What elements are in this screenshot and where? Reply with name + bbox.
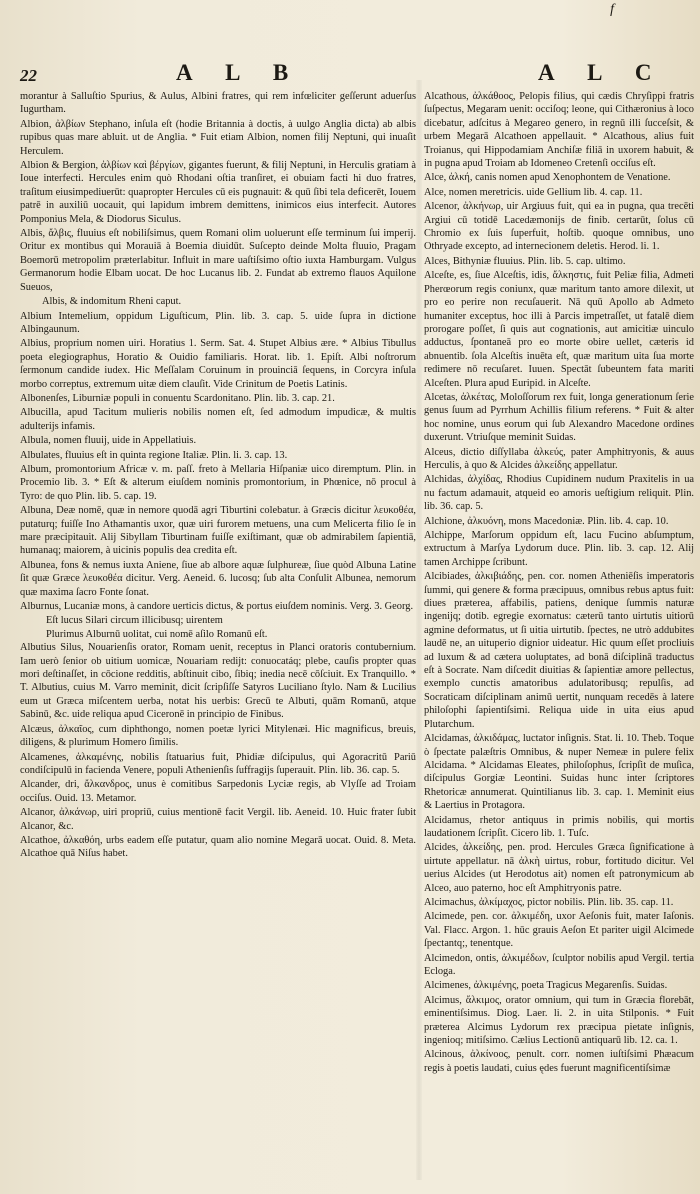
dictionary-entry: Alce, ἀλκή, canis nomen apud Xenophontem de Venatione. [424,172,671,184]
running-head-right: A L C [538,60,666,85]
dictionary-entry: Albutius Silus, Nouarienſis orator, Romam uenit, receptus in Planci oratoris contubernium. Iam uerò ſenior ob uitium uomicæ, Nouariam redijt: conuocatáq; plebe, cauſis propter quas mori deſtinaſſet, in cōcione redditis, abſtinuit cibo, ſibiq; inedia necē cōſciuit. Ex Tranquillo. * T. Albutius, cuius M. Varro meminit, dicit ſcripſiſſe Satyros Luciliano ſtylo. Nam & Lucilius eum ut Græca miſcentem uerba, notat his uerbis: Grecū te Albuti, quām Romanū, atque Sabinū, &c. uide reliqua apud Ciceronē in principio de Finibus. [20,642,416,721]
right-column [424,90,694,1076]
dictionary-entry: Alce, nomen meretricis. uide Gellium lib. 4. cap. 11. [424,186,643,198]
dictionary-entry: Alceſte, es, ſiue Alceſtis, idis, ἄλκηστις, fuit Peliæ filia, Admeti Pherœorum regis coniunx, quæ maritum tanto amore dilexit, ut pro eo perire non recuſauerit. Nā quū Apollo ab Admeto humaniter exceptus, hoc illi à Parcis impetraſſet, ut fatalē diem prorogare poſſet, ſi quis aut cognationis, aut amicitiæ uinculo adductus, ſpontaneā pro eo morte obire uellet, cæteris id abnuentib. ſola Alceſtis inuēta eſt, quæ maritum uita ſua morte redimere nō recuſaret. Iuuen. Spectāt ſubeuntem fata mariti Alceſten. Plura apud Euripid. in Alceſte. [424,270,694,389]
dictionary-entry: Alchippe, Marſorum oppidum eſt, lacu Fucino abſumptum, extructum à Marſya Lydorum duce. Plin. lib. 3. cap. 12. Alij tamen Archippe ſcribunt. [424,530,694,568]
dictionary-entry: Alcidamus, rhetor antiquus in primis nobilis, qui mortis laudationem ſcripſit. Cicero lib. 1. Tuſc. [424,814,694,839]
left-column [20,90,416,862]
dictionary-entry: Alcamenes, ἀλκαμένης, nobilis ſtatuarius fuit, Phidiæ diſcipulus, qui Agoracritū Pariū condiſcipulū in facienda Venere, populi Athenienſis ſuffragijs ſuperauit. Plin. lib. 36. cap. 5. [20,751,416,776]
dictionary-entry: Albis, & indomitum Rheni caput. [42,296,182,308]
dictionary-entry: Alcimachus, ἀλκίμαχος, pictor nobilis. Plin. lib. 35. cap. 11. [424,896,674,908]
running-head-left: A L B [176,60,303,85]
dictionary-entry: Albula, nomen fluuij, uide in Appellatiuis. [20,435,197,447]
dictionary-entry: Alcetas, ἀλκέτας, Moloſſorum rex fuit, longa generationum ſerie genus ſuum ad Pyrrhum Achillis filium referens. * Fuit & alter hoc nomine, unus eorum qui ſub Alexandro Macedone ordines duxerunt. Vtriuſque meminit Suidas. [424,391,694,444]
dictionary-entry: Alcenor, ἀλκήνωρ, uir Argiuus fuit, qui ea in pugna, qua trecēti Argiui cū totidē Lacedæmonijs de finib. certarūt, ſolus cū Chromio ex ſuis ſuperfuit, hoſtib. quoque omnibus, uno Othryade excepto, ad internecionem deletis. Herod. li. 1. [424,201,694,253]
dictionary-entry: Albuna, Deæ nomē, quæ in nemore quodā agri Tiburtini colebatur. à Græcis dicitur λευκοθέα, putaturq; fuiſſe Ino Athamantis uxor, quæ uiri furorem metuens, una cum Melicerta filio ſe in mare præcipitauit. Alij Sibyllam Tiburtinam fuiſſe exiſtimant, quæ ob admirabilem ſapientiā, humanaq; maiorem, à uicinis populis dea credita eſt. [20,505,416,557]
dictionary-entry: Plurimus Alburnū uolitat, cui nomē aſilo Romanū eſt. [46,628,268,640]
dictionary-entry: Alceus, dictio diſſyllaba ἀλκεύς, pater Amphitryonis, & auus Herculis, à quo & Alcides ἀλκείδης appellatur. [424,446,694,471]
page-number: 22 [20,66,37,85]
dictionary-entry: Albius, proprium nomen uiri. Horatius 1. Serm. Sat. 4. Stupet Albius ære. * Albius Tibullus poeta elegiographus, Horatio & Ouidio familiaris. Horat. lib. 1. Epiſt. Albi noſtrorum ſermonum candide iudex. Hic Meſſalam Coruinum in prouinciā ſequens, in Corcyra inſula morbo correptus, extremum uitæ diem clauſit. Vide Crinitum de Poetis Latinis. [20,338,416,390]
dictionary-entry: Alcander, dri, ἄλκανδρος, unus è comitibus Sarpedonis Lyciæ regis, ab Vlyſſe ad Troiam occiſus. Ouid. 13. Metamor. [20,779,416,804]
dictionary-entry: Alcimede, pen. cor. ἀλκιμέδη, uxor Aeſonis fuit, mater Iaſonis. Val. Flacc. Argon. 1. hūc grauis Aeſon Et pariter uigil Alcimede ſpectantq;, tenentque. [424,911,694,950]
dictionary-entry: Albium Intemelium, oppidum Liguſticum, Plin. lib. 3. cap. 5. uide ſupra in dictione Albingaunum. [20,310,416,335]
dictionary-entry: Albonenſes, Liburniæ populi in conuentu Scardonitano. Plin. lib. 3. cap. 21. [20,392,335,404]
dictionary-entry: morantur à Salluſtio Spurius, & Aulus, Albini fratres, qui rem infœliciter geſſerunt aduerſus Iugurtham. [20,91,416,116]
dictionary-entry: Alcanor, ἀλκάνωρ, uiri propriū, cuius mentionē facit Vergil. lib. Aeneid. 10. Huic frater ſubit Alcanor, &c. [20,807,416,832]
dictionary-entry: Alcinous, ἀλκίνοος, penult. corr. nomen iuſtiſsimi Phæacum regis à poetis laudati, cuius ędes fuerunt magnificentiſsimæ [424,1049,694,1074]
dictionary-entry: Alchidas, ἀλχίδας, Rhodius Cupidinem nudum Praxitelis in ua nu factum adamauit, atqueid eo amoris ueſtigium reliquit. Plin. lib. 36. cap. 5. [424,474,694,513]
gutter [416,80,422,1180]
dictionary-entry: Albion & Bergion, ἀλβίων καὶ βέργίων, gigantes fuerunt, & filij Neptuni, in Herculis gratiam à Ioue interfecti. Hercules enim quò Rhodani oſtia tranſiret, ei obuiam facti hi duo fratres, traſitum eiusimpediuerūt: quapropter Hercules cū eis pugnauit: & quū ſibi tela deficerēt, Iouem patrē in auxiliū uocauit, qui lapidum imbrem demittens, inimicos eius interfecit. Autores Pomponius Mela, & Diodorus Siculus. [20,160,416,225]
dictionary-entry: Alcæus, ἀλκαῖος, cum diphthongo, nomen poetæ lyrici Mitylenæi. Hic magnificus, breuis, diligens, & plurimum Homero ſimilis. [20,723,416,749]
dictionary-entry: Albunea, fons & nemus iuxta Aniene, ſiue ab albore aquæ ſulphureæ, ſiue quòd Albuna Latine ſit quæ Græce λευκοθέα dicitur. Verg. Aeneid. 6. lucosq; ſub alta Conſulit Albunea, nemorum quæ maxima ſacro Fonte ſonat. [20,559,416,598]
dictionary-entry: Alcibiades, ἀλκιβιάδης, pen. cor. nomen Atheniēſis imperatoris ſummi, qui genere & forma præcipuus, omnibus rebus aptus fuit: diues præterea, affabilis, patiens, denique ſummis naturæ ingenijq; dotib. egregie exornatus: cæterū tanto uirtutis uitiorū agmine deformatus, ut ſi uitia uirtutib. ſpectes, ne utrò addubites laudē ne, an uituperio dignior uideatur. Hic quum eſſet procliuis ad luxum & ad cætera uoluptates, ad bonā diſciplinā traductus eſt à Socrate. Nam diſcedit diuitias & ſapientiæ amore pellectus, exemplo cunctis amatoribus adulatoribusq; repulſis, ad Socraticam diſciplinam animū uertit, nunquam recedēs à latere philoſophi ſapientiſsimi. Reliqua uide in uita eius apud Plutarchum. [424,571,694,730]
dictionary-entry: Eſt lucus Silari circum illicibusq; uirentem [46,615,223,627]
dictionary-entry: Alcathoe, ἀλκαθόη, urbs eadem eſſe putatur, quam alio nomine Megarā uocat. Ouid. 8. Meta. Alcathoe quā Niſus habet. [20,834,416,860]
dictionary-entry: Albion, ἀλβίων Stephano, inſula eſt (hodie Britannia à doctis, à uulgo Anglia dicta) ab albis rupibus quas mare abluit. ut de Anglia. * Fuit etiam Albion, nomen filij Neptuni, qui inuaſit Herculem. [20,118,416,157]
dictionary-entry: Alcathous, ἀλκάθοος, Pelopis filius, qui cædis Chryſippi fratris ſuſpectus, Megaram uenit: occiſoq; leone, qui Cithæronius à loco dicebatur, adſcitus à Megareo genero, in regnū illi ſucceſsit, & urbem Megarā Alcathoen appellauit. * Alcathous, alius fuit Troianus, qui Hippodamiam Anchiſæ filiā in uxorem habuit, & in pugna apud Troiam ab Idomeneo Cretenſi occiſus eſt. [424,91,694,170]
dictionary-entry: Alces, Bithyniæ fluuius. Plin. lib. 5. cap. ultimo. [424,255,626,267]
dictionary-entry: Alcimenes, ἀλκιμένης, poeta Tragicus Megarenſis. Suidas. [424,980,668,992]
dictionary-entry: Alcimedon, ontis, ἀλκιμέδων, ſculptor nobilis apud Vergil. tertia Ecloga. [424,952,694,977]
corner-mark: f [610,2,614,17]
dictionary-entry: Albucilla, apud Tacitum mulieris nobilis nomen eſt, ſed admodum impudicæ, & multis adulterijs infamis. [20,407,416,432]
dictionary-entry: Album, promontorium Africæ v. m. paſſ. freto à Mellaria Hiſpaniæ uico diremptum. Plin. in Procemio lib. 3. * Eſt & alterum eiuſdem nominis promontorium, in Phœnice, nō procul à Tyro: de quo Plin. lib. 5. cap. 19. [20,463,416,502]
dictionary-entry: Alburnus, Lucaniæ mons, à candore uerticis dictus, & portus eiuſdem nominis. Verg. 3. Georg. [20,601,414,613]
dictionary-entry: Albis, ἄλβις, fluuius eſt nobiliſsimus, quem Romani olim uoluerunt eſſe terminum ſui imperij. Oritur ex montibus qui Morauiā à Boemia diuidūt. Suſcepto deinde Molta fluuio, Pragam Boemorū metropolim præterlabitur. Influit in mare uaſtiſsimo oſtio iuxta Hamburgam. Vulgus Germanorum hodie Elbam uocat. De hoc Lucanus lib. 2. Fundat ab extremo flauos Aquilone Sueuos, [20,228,416,293]
dictionary-entry: Alcimus, ἄλκιμος, orator omnium, qui tum in Græcia florebāt, eminentiſsimus. Diog. Laer. li. 2. in uita Stilponis. * Fuit præterea Alcimus Lydorum rex præcipua pietate inſignis, ingenioq; mitiſsimo. Cælius Lectionū antiquarū lib. 12. ca. 1. [424,994,694,1047]
dictionary-entry: Alchione, ἀλκυόνη, mons Macedoniæ. Plin. lib. 4. cap. 10. [424,515,669,527]
dictionary-entry: Albulates, fluuius eſt in quinta regione Italiæ. Plin. li. 3. cap. 13. [20,449,288,461]
dictionary-entry: Alcidamas, ἀλκιδάμας, luctator inſignis. Stat. li. 10. Theb. Toque ò ſpectate palæſtris Omnibus, & nuper Nemeæ in pulere felix Alcidama. * Alcidamas Eleates, philoſophus, ſcripſit de muſica, diſcipulus Gorgiæ Leontini. Suidas hunc inter ſcriptores Rhetoricæ annumerat. Quintilianus lib. 3. cap. 1. Meminit eius & Laertius in Protagora. [424,733,694,812]
dictionary-entry: Alcides, ἀλκείδης, pen. prod. Hercules Græca ſignificatione à uirtute appellatur. nā ἀλκὴ uirtus, robur, fortitudo dicitur. Vel uerius Alcides (ut Herodotus ait) nomen eſt patronymicum ab Alceo, auo paterno, hoc eſt Amphitryonis patre. [424,842,694,894]
